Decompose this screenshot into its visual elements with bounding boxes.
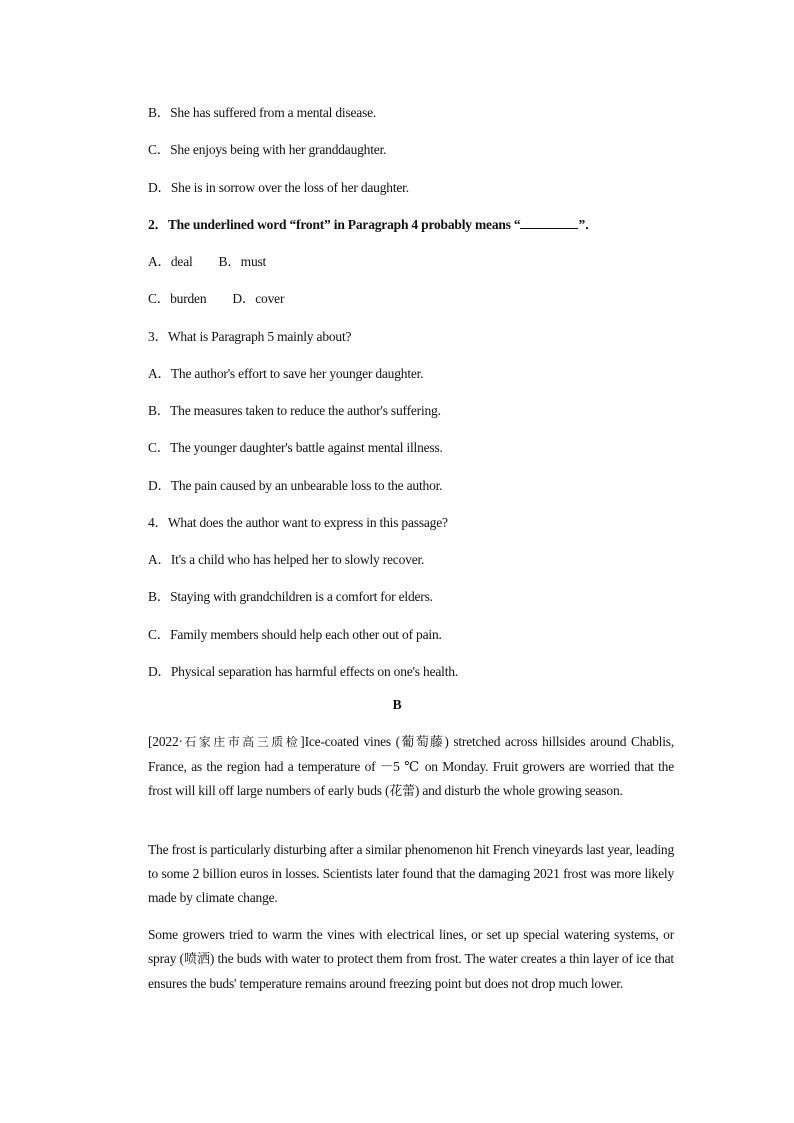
q4-option-a: A．It's a child who has helped her to slowly recover. bbox=[148, 552, 425, 567]
q3-option-b: B．The measures taken to reduce the author's suffering. bbox=[148, 403, 441, 418]
p3-text-2: ) the buds with water to protect them from frost. The water creates a thin layer of ice that ensures the buds' temperature remains around freezing point but does not drop much lower. bbox=[148, 951, 674, 991]
q2-stem bbox=[148, 213, 598, 233]
p1-text-3: ) and disturb the whole growing season. bbox=[414, 783, 623, 798]
q2-options-row-1 bbox=[148, 250, 266, 270]
p3-chinese: 喷洒 bbox=[183, 952, 210, 967]
q2-stem-text: 2．The underlined word “front” in Paragraph 4 probably means “ bbox=[148, 217, 521, 232]
q2-option-c: C．burden bbox=[148, 291, 207, 306]
answer-blank bbox=[520, 217, 578, 229]
q2-option-d: D．cover bbox=[232, 291, 285, 306]
q1-option-b: B．She has suffered from a mental disease. bbox=[148, 105, 377, 120]
section-heading: B bbox=[392, 697, 402, 712]
paragraph-3 bbox=[148, 923, 674, 996]
paragraph-1 bbox=[148, 730, 674, 804]
paragraph-2 bbox=[148, 838, 674, 910]
q4-option-c: C．Family members should help each other out of pain. bbox=[148, 627, 442, 642]
q1-option-d: D．She is in sorrow over the loss of her daughter. bbox=[148, 180, 409, 195]
p1-text-2: ) stretched across hillsides around Chablis, France, as the region had a temperature of －5 ℃ on Monday. Fruit growers are worried that the frost will kill off large numbers of early buds ( bbox=[148, 734, 674, 798]
source-close: ] bbox=[300, 734, 305, 749]
q2-options-row-2 bbox=[148, 287, 284, 307]
q4-stem: 4．What does the author want to express in this passage? bbox=[148, 515, 448, 530]
q2-option-a: A．deal bbox=[148, 254, 193, 269]
q4-option-b: B．Staying with grandchildren is a comfort for elders. bbox=[148, 589, 433, 604]
p1-chinese-2: 花蕾 bbox=[389, 784, 415, 799]
q2-option-b: B．must bbox=[218, 254, 267, 269]
p2-text: The frost is particularly disturbing after a similar phenomenon hit French vineyards last year, leading to some 2 billion euros in losses. Scientists later found that the damaging 2021 frost was more likely made by climate change. bbox=[148, 842, 674, 905]
q3-stem: 3．What is Paragraph 5 mainly about? bbox=[148, 329, 352, 344]
q3-option-a: A．The author's effort to save her younger daughter. bbox=[148, 366, 424, 381]
q3-option-d: D．The pain caused by an unbearable loss to the author. bbox=[148, 478, 443, 493]
p3-text-1: Some growers tried to warm the vines with electrical lines, or set up special watering systems, or spray ( bbox=[148, 927, 674, 966]
q4-option-d: D．Physical separation has harmful effects on one's health. bbox=[148, 664, 458, 679]
q3-option-c: C．The younger daughter's battle against mental illness. bbox=[148, 440, 443, 455]
q1-option-c: C．She enjoys being with her granddaughter. bbox=[148, 142, 387, 157]
p1-text-1: Ice-coated vines ( bbox=[304, 734, 400, 749]
source-tag: 石家庄市高三质检 bbox=[182, 735, 301, 749]
p1-chinese-1: 葡萄藤 bbox=[399, 735, 445, 750]
source-open: [2022· bbox=[148, 734, 183, 749]
q2-stem-end: ”． bbox=[578, 217, 599, 232]
